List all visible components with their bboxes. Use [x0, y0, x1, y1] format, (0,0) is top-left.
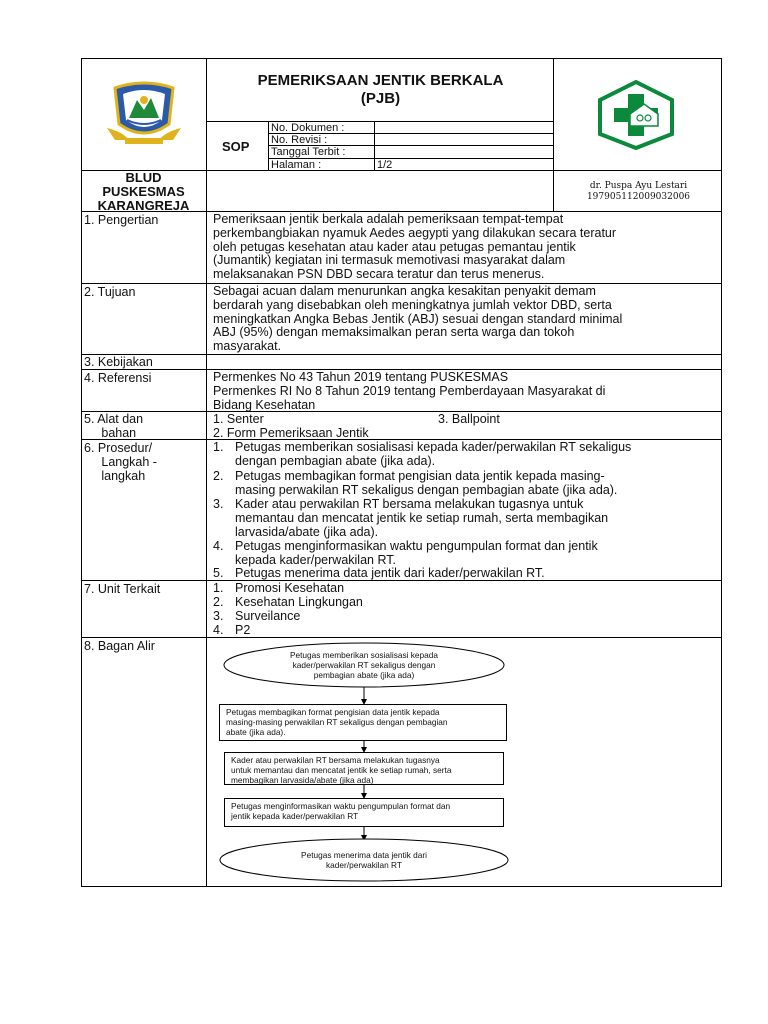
signer-block [556, 181, 721, 203]
signer-id: 197905112009032006 [586, 192, 691, 202]
flow-node-line: pembagian abate (jika ada) [313, 670, 415, 680]
flow-node-line: membagikan larvasida/abate (jika ada) [231, 775, 374, 785]
meta-table-left [268, 121, 269, 171]
title-sub: (PJB) [360, 90, 401, 107]
flow-node-line: Petugas menginformasikan waktu pengumpulan format dan [231, 801, 451, 811]
section-line-3 [81, 354, 722, 355]
referensi-line: Permenkes RI No 8 Tahun 2019 tentang Pemberdayaan Masyarakat di [213, 383, 606, 398]
flow-node-line: kader/perwakilan RT sekaligus dengan [292, 660, 436, 670]
flowchart [212, 640, 518, 885]
step-line: kepada kader/perwakilan RT. [235, 552, 396, 567]
flow-node-3 [224, 752, 504, 785]
alat-item-3: 3. Ballpoint [438, 412, 500, 426]
meta-issue-date-label: Tanggal Terbit : [271, 146, 346, 158]
step-line: larvasida/abate (jika ada). [235, 524, 379, 539]
pengertian-line: Pemeriksaan jentik berkala adalah pemeriksaan tempat-tempat [213, 212, 564, 226]
pengertian-line: melaksanakan PSN DBD secara teratur dan terus menerus. [213, 267, 545, 282]
step-line: Petugas menerima data jentik dari kader/perwakilan RT. [235, 566, 545, 580]
step-line: masing perwakilan RT sekaligus dengan pembagian abate (jika ada). [235, 482, 618, 497]
unit-number: 1. [213, 581, 224, 595]
unit-number: 4. [213, 623, 224, 637]
unit-text: Surveilance [235, 609, 301, 623]
unit-number: 2. [213, 595, 224, 609]
pengertian-line: (Jumantik) kegiatan ini termasuk memotivasi masyarakat dalam [213, 253, 566, 268]
organization-name [83, 171, 204, 213]
unit-text: P2 [235, 623, 251, 637]
flow-node-5 [232, 850, 496, 870]
title-divider [206, 121, 554, 122]
section-label-tujuan: 2. Tujuan [84, 285, 136, 299]
tujuan-line: Sebagai acuan dalam menurunkan angka kesakitan penyakit demam [213, 284, 596, 298]
section-label-alat-2: bahan [84, 426, 137, 440]
sop-label: SOP [222, 139, 250, 154]
flow-node-line: abate (jika ada). [226, 727, 286, 737]
pengertian-line: oleh petugas kesehatan atau kader atau petugas pemantau jentik [213, 239, 576, 254]
meta-table-mid [374, 121, 375, 171]
section-label-referensi: 4. Referensi [84, 371, 152, 385]
step-number: 3. [213, 497, 224, 511]
step-line: Petugas memberikan sosialisasi kepada kader/perwakilan RT sekaligus [235, 440, 632, 454]
org-line-3: KARANGREJA [97, 198, 190, 213]
section-label-prosedur-3: langkah [84, 469, 146, 483]
unit-text: Promosi Kesehatan [235, 581, 345, 595]
step-number: 1. [213, 440, 224, 454]
right-header-divider [553, 58, 554, 211]
section-label-kebijakan: 3. Kebijakan [84, 355, 153, 369]
section-label-pengertian: 1. Pengertian [84, 213, 159, 227]
step-number: 4. [213, 539, 224, 553]
unit-text: Kesehatan Lingkungan [235, 595, 363, 609]
section-label-alat-1: 5. Alat dan [84, 412, 144, 426]
alat-item-2: 2. Form Pemeriksaan Jentik [213, 426, 369, 440]
tujuan-line: ABJ (95%) dengan memaksimalkan peran serta warga dan tokoh [213, 325, 575, 340]
org-line-1: BLUD [125, 170, 162, 185]
meta-revision-label: No. Revisi : [271, 134, 328, 146]
tujuan-line: masyarakat. [213, 339, 282, 354]
signer-name: dr. Puspa Ayu Lestari [589, 181, 688, 191]
section-label-unit: 7. Unit Terkait [84, 582, 161, 596]
flow-node-line: Petugas memberikan sosialisasi kepada [289, 650, 439, 660]
flow-node-line: jentik kepada kader/perwakilan RT [231, 811, 359, 821]
org-line-2: PUSKESMAS [102, 184, 185, 199]
document-title [208, 72, 553, 108]
regency-crest-logo [103, 80, 185, 150]
flow-node-line: kader/perwakilan RT [326, 860, 402, 870]
step-line: dengan pembagian abate (jika ada). [235, 453, 436, 468]
meta-page-value: 1/2 [377, 159, 393, 171]
flow-node-2 [219, 704, 507, 741]
flow-node-line: masing-masing perwakilan RT sekaligus dengan pembagian [226, 717, 448, 727]
flow-node-line: Petugas menerima data jentik dari [301, 850, 427, 860]
flow-node-1 [232, 650, 496, 680]
flow-node-line: untuk memantau dan mencatat jentik ke setiap rumah, serta [231, 765, 452, 775]
step-line: memantau dan mencatat jentik ke setiap rumah, serta membagikan [235, 510, 609, 525]
flow-node-line: Kader atau perwakilan RT bersama melakukan tugasnya [231, 755, 440, 765]
step-line: Petugas membagikan format pengisian data jentik kepada masing- [235, 469, 605, 483]
alat-item-1: 1. Senter [213, 412, 264, 426]
step-line: Kader atau perwakilan RT bersama melakukan tugasnya untuk [235, 497, 584, 511]
pengertian-text [213, 213, 719, 282]
tujuan-line: berdarah yang disebabkan oleh meningkatnya jumlah vektor DBD, serta [213, 297, 612, 312]
section-label-bagan: 8. Bagan Alir [84, 639, 155, 653]
puskesmas-logo [598, 80, 674, 150]
step-number: 2. [213, 469, 224, 483]
section-label-prosedur-2: Langkah - [84, 455, 157, 469]
section-label-prosedur-1: 6. Prosedur/ [84, 441, 153, 455]
flow-node-line: Petugas membagikan format pengisian data jentik kepada [226, 707, 440, 717]
referensi-text [213, 371, 719, 412]
tujuan-text [213, 285, 719, 354]
referensi-line: Bidang Kesehatan [213, 397, 316, 412]
tujuan-line: meningkatkan Angka Bebas Jentik (ABJ) sesuai dengan standard minimal [213, 311, 623, 326]
unit-number: 3. [213, 609, 224, 623]
step-line: Petugas menginformasikan waktu pengumpulan format dan jentik [235, 539, 598, 553]
meta-page-label: Halaman : [271, 159, 322, 171]
flow-node-4 [224, 798, 504, 827]
meta-doc-number-label: No. Dokumen : [271, 122, 345, 134]
referensi-line: Permenkes No 43 Tahun 2019 tentang PUSKESMAS [213, 370, 509, 384]
title-main: PEMERIKSAAN JENTIK BERKALA [257, 72, 504, 89]
step-number: 5. [213, 566, 224, 580]
pengertian-line: perkembangbiakan nyamuk Aedes aegypti yang dilakukan secara teratur [213, 225, 617, 240]
label-column-divider [206, 58, 207, 887]
